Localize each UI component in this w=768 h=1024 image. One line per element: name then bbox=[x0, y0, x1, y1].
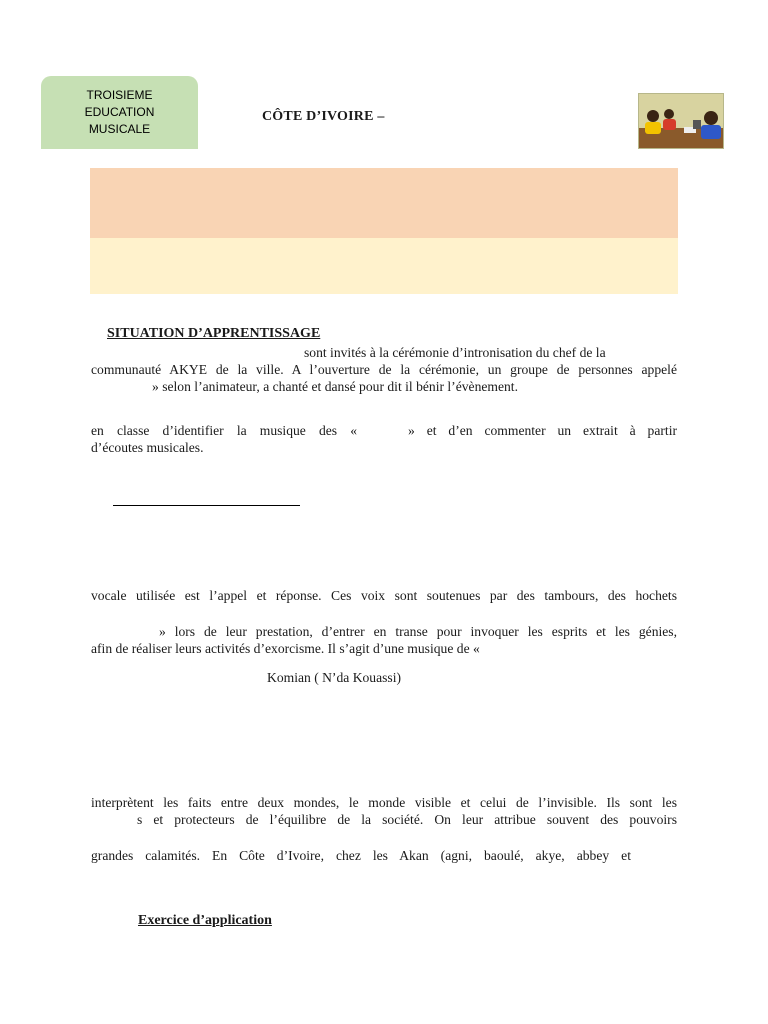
exercise-heading: Exercice d’application bbox=[138, 913, 272, 928]
class-badge bbox=[41, 76, 198, 149]
country-title: CÔTE D’IVOIRE – bbox=[262, 109, 385, 124]
section-underline-rule bbox=[113, 505, 300, 506]
situation-heading: SITUATION D’APPRENTISSAGE bbox=[107, 326, 321, 341]
calamities-line: grandes calamités. En Côte d’Ivoire, chez les Akan (agni, baoulé, akye, abbey et bbox=[91, 848, 631, 863]
situation-line-3: » selon l’animateur, a chanté et dansé pour dit il bénir l’évènement. bbox=[152, 379, 518, 394]
badge-line-level: TROISIEME bbox=[86, 88, 153, 102]
header-band-bottom bbox=[90, 238, 678, 294]
students-around-table-illustration bbox=[638, 93, 724, 149]
trance-line: » lors de leur prestation, d’entrer en transe pour invoquer les esprits et les génies, bbox=[159, 624, 677, 639]
voice-line: vocale utilisée est l’appel et réponse. Ces voix sont soutenues par des tambours, des hochets bbox=[91, 588, 677, 603]
exorcism-line: afin de réaliser leurs activités d’exorcisme. Il s’agit d’une musique de « bbox=[91, 641, 480, 656]
situation-line-2: communauté AKYE de la ville. A l’ouverture de la cérémonie, un groupe de personnes appelé bbox=[91, 362, 677, 377]
citation-author: Komian ( N’da Kouassi) bbox=[267, 670, 402, 685]
badge-line-subject-2: MUSICALE bbox=[88, 122, 151, 136]
task-line-1-start: en classe d’identifier la musique des « bbox=[91, 423, 357, 438]
task-line-1-end: » et d’en commenter un extrait à partir bbox=[408, 423, 677, 438]
situation-line-1: sont invités à la cérémonie d’intronisation du chef de la bbox=[304, 345, 606, 360]
badge-line-subject: EDUCATION bbox=[84, 105, 155, 119]
worlds-line: interprètent les faits entre deux mondes, le monde visible et celui de l’invisible. Ils sont les bbox=[91, 795, 677, 810]
header-band-top bbox=[90, 168, 678, 238]
protectors-line: s et protecteurs de l’équilibre de la société. On leur attribue souvent des pouvoirs bbox=[137, 812, 677, 827]
task-line-2: d’écoutes musicales. bbox=[91, 440, 204, 455]
